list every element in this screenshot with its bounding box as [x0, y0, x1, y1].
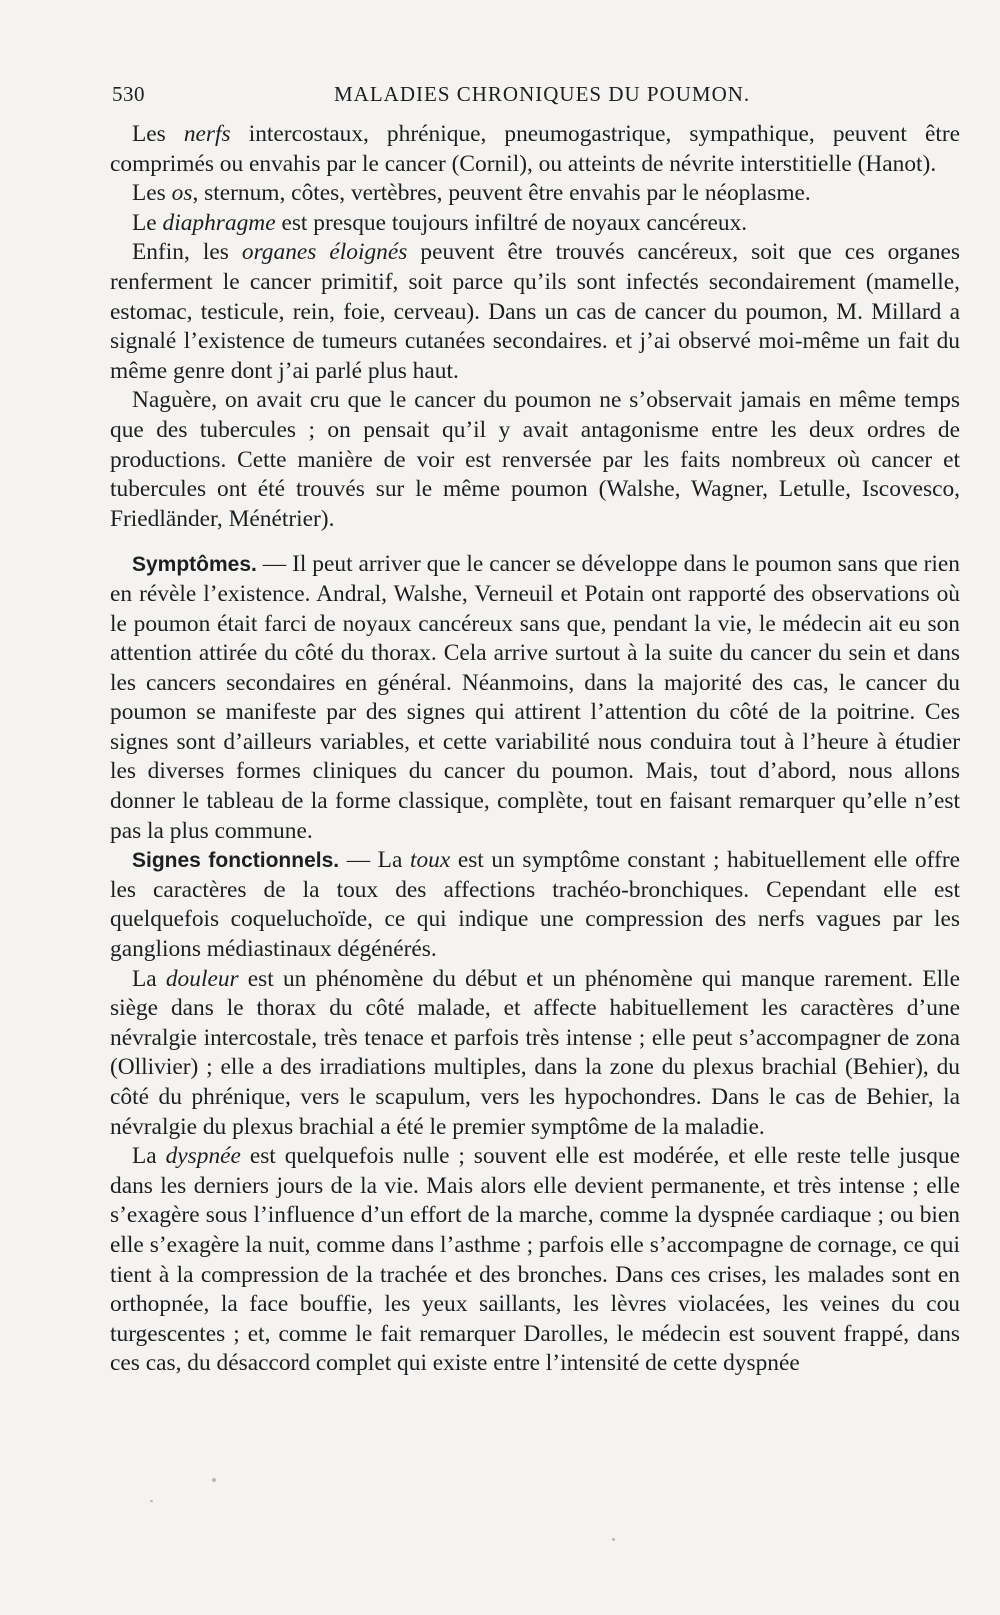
term-organes-eloignes: organes éloignés — [241, 239, 408, 266]
paragraph-nerfs: Les nerfs intercostaux, phrénique, pneumogastrique, sympathique, peuvent être comprimés ou envahis par le cancer (Cornil), ou atteints de névrite interstitielle (Hanot). — [110, 121, 960, 177]
term-douleur: douleur — [165, 965, 239, 992]
term-toux: toux — [409, 847, 451, 874]
page-header — [112, 82, 912, 112]
running-title: MALADIES CHRONIQUES DU POUMON. — [334, 82, 751, 106]
paper-speck — [150, 1500, 153, 1502]
term-dyspnee: dyspnée — [165, 1143, 241, 1170]
paper-speck — [612, 1538, 615, 1541]
paragraph-organes-eloignes: Enfin, les organes éloignés peuvent être trouvés cancéreux, soit que ces organes renferment le cancer primitif, soit parce qu’ils sont infectés secondairement (mamelle, estomac, testicule, rein, foie, cerveau). Dans un cas de cancer du poumon, M. Millard a signalé l’existence de tumeurs cutanées secondaires. et j’ai observé moi-même un fait du même genre dont j’ai parlé plus haut. — [110, 239, 960, 384]
section-heading-symptomes: Symptômes. — [132, 553, 257, 577]
paragraph-dyspnee: La dyspnée est quelquefois nulle ; souvent elle est modérée, et elle reste telle jusque dans les derniers jours de la vie. Mais alors elle devient permanente, et très intense ; elle s’exagère sous l’influence d’un effort de la marche, comme la dyspnée cardiaque ; ou bien elle s’exagère la nuit, comme dans l’asthme ; parfois elle s’accompagne de cornage, ce qui tient à la compression de la trachée et des bronches. Dans ces crises, les malades sont en orthopnée, la face bouffie, les yeux saillants, les lèvres violacées, les veines du cou turgescentes ; et, comme le fait remarquer Darolles, le médecin est souvent frappé, dans ces cas, du désaccord complet qui existe entre l’intensité de cette dyspnée — [110, 1143, 960, 1377]
section-heading-signes-fonctionnels: Signes fonctionnels. — [132, 849, 340, 873]
page-number: 530 — [112, 82, 145, 106]
paragraph-signes-fonctionnels: Signes fonctionnels. — La toux est un symptôme constant ; habituellement elle offre les caractères de la toux des affections trachéo-bronchiques. Cependant elle est quelquefois coqueluchoïde, ce qui indique une compression des nerfs vagues par les ganglions médiastinaux dégénérés. — [110, 847, 961, 963]
term-os: os — [171, 180, 193, 207]
paragraph-douleur: La douleur est un phénomène du début et un phénomène qui manque rarement. Elle siège dans le thorax du côté malade, et affecte habituellement les caractères d’une névralgie intercostale, très tenace et parfois très intense ; elle peut s’accompagner de zona (Ollivier) ; elle a des irradiations multiples, dans la zone du plexus brachial (Behier), du côté du phrénique, vers le scapulum, vers les hypochondres. Dans le cas de Behier, la névralgie du plexus brachial a été le premier symptôme de la maladie. — [110, 965, 960, 1140]
term-nerfs: nerfs — [183, 121, 231, 147]
body-text — [110, 120, 960, 1379]
paragraph-diaphragme: Le diaphragme est presque toujours infiltré de noyaux cancéreux. — [132, 209, 748, 236]
term-diaphragme: diaphragme — [162, 209, 276, 236]
paper-speck — [212, 1478, 216, 1482]
paragraph-symptomes: Symptômes. — Il peut arriver que le cancer se développe dans le poumon sans que rien en révèle l’existence. Andral, Walshe, Verneuil et Potain ont rapporté des observations où le poumon était farci de noyaux cancéreux sans que, pendant la vie, le médecin ait eu son attention attirée du côté du thorax. Cela arrive surtout à la suite du cancer du sein et dans les cancers secondaires en général. Néanmoins, dans la majorité des cas, le cancer du poumon se manifeste par des signes qui attirent l’attention du côté de la poitrine. Ces signes sont d’ailleurs variables, et cette variabilité nous conduira tout à l’heure à étudier les diverses formes cliniques du cancer du poumon. Mais, tout d’abord, nous allons donner le tableau de la forme classique, complète, tout en faisant remarquer qu’elle n’est pas la plus commune. — [110, 551, 960, 844]
paragraph-naguere: Naguère, on avait cru que le cancer du poumon ne s’observait jamais en même temps que des tubercules ; on pensait qu’il y avait antagonisme entre les deux ordres de productions. Cette manière de voir est renversée par les faits nombreux où cancer et tubercules ont été trouvés sur le même poumon (Walshe, Wagner, Letulle, Iscovesco, Friedländer, Ménétrier). — [110, 387, 960, 532]
paragraph-os: Les os, sternum, côtes, vertèbres, peuvent être envahis par le néoplasme. — [132, 180, 811, 207]
